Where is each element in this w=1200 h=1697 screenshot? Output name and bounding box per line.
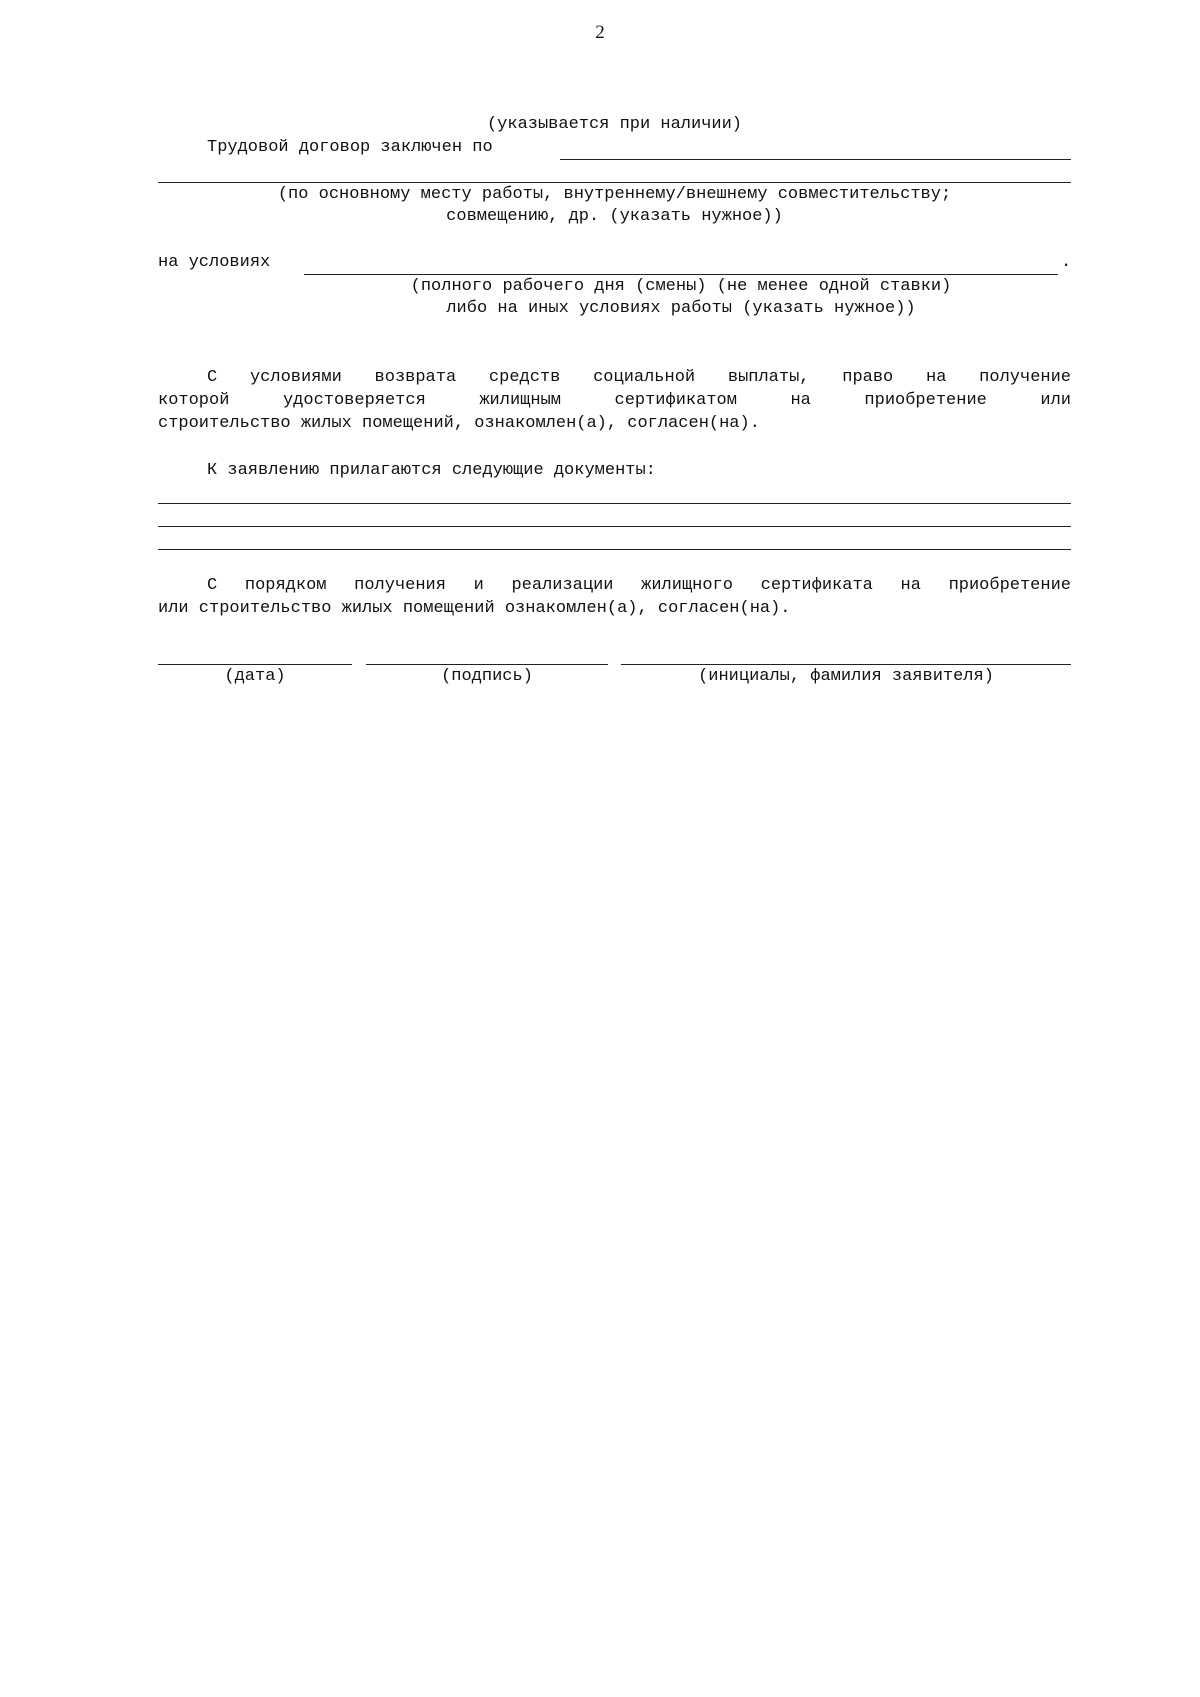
contract-type-field-continued[interactable] (158, 182, 1071, 183)
conditions-end-mark: . (1061, 253, 1072, 272)
procedure-line1: С порядком получения и реализации жилищного сертификата на приобретение (207, 576, 1071, 595)
attachments-line-1[interactable] (158, 503, 1071, 504)
applicant-name-field[interactable] (621, 664, 1071, 665)
contract-type-field[interactable] (560, 159, 1071, 160)
conditions-hint-line2: либо на иных условиях работы (указать нужное)) (446, 299, 916, 318)
contract-hint-line2: совмещению, др. (указать нужное)) (446, 207, 783, 226)
return-terms-line2: которой удостоверяется жилищным сертификатом на приобретение или (158, 391, 1071, 410)
conditions-label: на условиях (158, 253, 271, 272)
conditions-hint-line1: (полного рабочего дня (смены) (не менее одной ставки) (410, 277, 952, 296)
attachments-line-3[interactable] (158, 549, 1071, 550)
page-number: 2 (595, 22, 605, 43)
applicant-name-caption: (инициалы, фамилия заявителя) (698, 667, 994, 686)
conditions-field[interactable] (304, 274, 1058, 275)
note-if-available: (указывается при наличии) (486, 115, 743, 134)
contract-hint-line1: (по основному месту работы, внутреннему/внешнему совместительству; (277, 185, 952, 204)
attachments-label: К заявлению прилагаются следующие документы: (207, 461, 656, 480)
return-terms-line3: строительство жилых помещений, ознакомлен(а), согласен(на). (158, 414, 760, 433)
date-field[interactable] (158, 664, 352, 665)
return-terms-line1: С условиями возврата средств социальной выплаты, право на получение (207, 368, 1071, 387)
procedure-line2: или строительство жилых помещений ознакомлен(а), согласен(на). (158, 599, 791, 618)
attachments-line-2[interactable] (158, 526, 1071, 527)
date-caption: (дата) (224, 667, 286, 686)
signature-caption: (подпись) (441, 667, 533, 686)
signature-field[interactable] (366, 664, 608, 665)
contract-label: Трудовой договор заключен по (207, 138, 493, 157)
